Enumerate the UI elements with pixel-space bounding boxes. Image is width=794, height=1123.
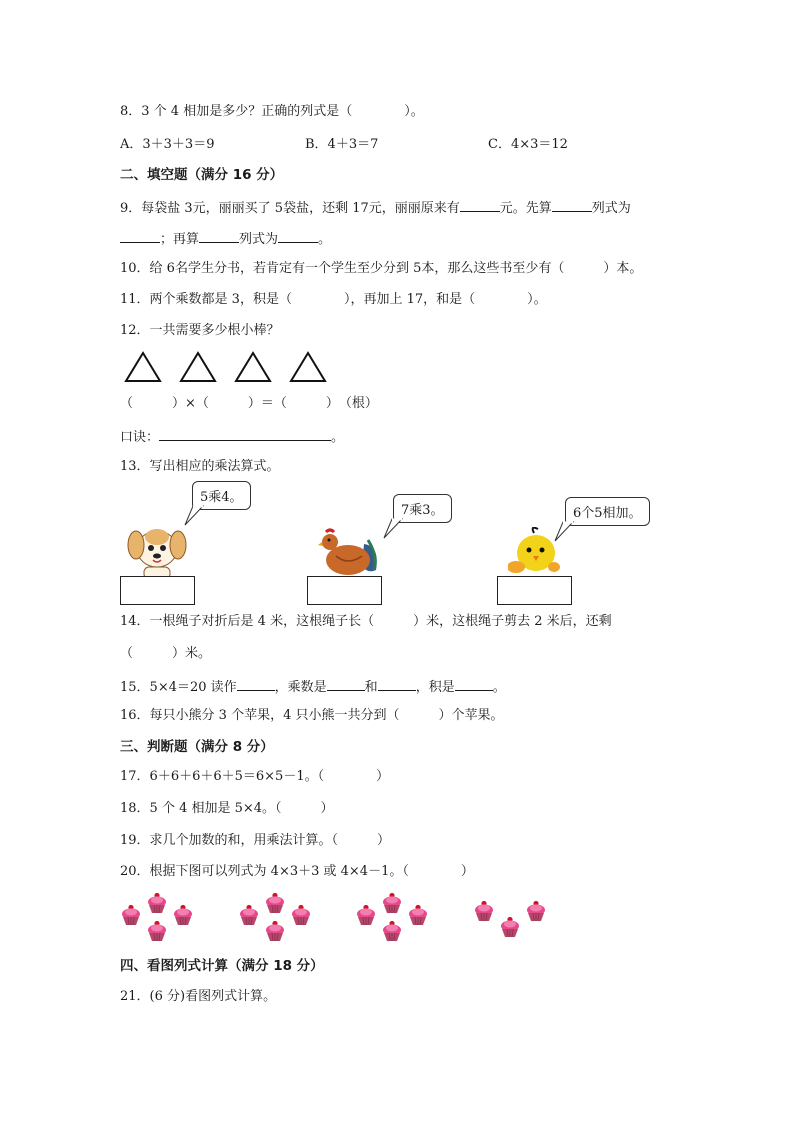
q8-option-a: A．3＋3＋3＝9 <box>120 137 215 152</box>
answer-box-1[interactable] <box>120 576 195 605</box>
q9-text-b: 元。先算 <box>499 201 552 216</box>
cupcake-icon <box>172 904 194 930</box>
question-16: 16．每只小熊分 3 个苹果，4 只小熊一共分到（ ）个苹果。 <box>120 708 504 723</box>
q9-blank-1[interactable] <box>460 199 500 212</box>
cupcake-icon <box>355 904 377 930</box>
question-8: 8．3 个 4 相加是多少？正确的列式是（ ）。 <box>120 104 424 119</box>
question-17: 17．6＋6＋6＋6＋5＝6×5－1。（ ） <box>120 769 390 784</box>
q15-blank-1[interactable] <box>237 678 275 691</box>
section-2-title: 二、填空题（满分 16 分） <box>120 167 284 183</box>
q15-text-d: ，积是 <box>415 680 455 695</box>
section-4-title: 四、看图列式计算（满分 18 分） <box>120 958 324 974</box>
koujue-blank[interactable] <box>159 428 331 441</box>
cupcake-icon <box>146 920 168 946</box>
question-14-line1: 14．一根绳子对折后是 4 米，这根绳子长（ ）米，这根绳子剪去 2 米后，还剩 <box>120 614 612 629</box>
speech-bubble-chick: 6个5相加。 <box>565 497 650 526</box>
question-15 <box>120 678 506 696</box>
cupcake-icon <box>264 920 286 946</box>
bubble-tail <box>183 505 205 527</box>
cupcake-icon <box>120 904 142 930</box>
q9-text-e: 列式为 <box>239 232 279 247</box>
q8-option-c: C．4×3＝12 <box>488 137 568 152</box>
q9-text-a: 9．每袋盐 3元，丽丽买了 5袋盐，还剩 17元，丽丽原来有 <box>120 201 460 216</box>
cupcake-icon <box>290 904 312 930</box>
hen-illustration <box>318 526 380 578</box>
triangle-icon <box>178 350 218 384</box>
q9-text-f: 。 <box>318 232 332 247</box>
cupcake-icon <box>499 916 521 942</box>
question-18: 18．5 个 4 相加是 5×4。（ ） <box>120 801 334 816</box>
question-9-line2 <box>120 230 331 248</box>
question-12: 12．一共需要多少根小棒？ <box>120 323 280 338</box>
question-21: 21．(6 分)看图列式计算。 <box>120 989 277 1004</box>
cupcake-icon <box>264 892 286 918</box>
q9-text-d: ；再算 <box>160 232 200 247</box>
cupcake-group-1 <box>120 892 200 942</box>
q15-text-c: 和 <box>364 680 378 695</box>
cupcake-group-4 <box>473 892 553 942</box>
question-9-line1 <box>120 199 631 217</box>
q8-option-b: B．4＋3＝7 <box>305 137 379 152</box>
q15-text-a: 15．5×4＝20 读作 <box>120 680 237 695</box>
q9-text-c: 列式为 <box>591 201 631 216</box>
speech-bubble-hen: 7乘3。 <box>393 494 452 523</box>
cupcake-icon <box>473 900 495 926</box>
question-10: 10．给 6名学生分书，若肯定有一个学生至少分到 5本，那么这些书至少有（ ）本。 <box>120 261 643 276</box>
q15-blank-2[interactable] <box>327 678 365 691</box>
question-19: 19．求几个加数的和，用乘法计算。（ ） <box>120 833 391 848</box>
koujue-label: 口诀： <box>120 430 160 445</box>
q15-blank-4[interactable] <box>455 678 493 691</box>
cupcake-icon <box>238 904 260 930</box>
q15-text-b: ，乘数是 <box>274 680 327 695</box>
answer-box-2[interactable] <box>307 576 382 605</box>
cupcake-icon <box>146 892 168 918</box>
q9-blank-5[interactable] <box>278 230 318 243</box>
q15-text-e: 。 <box>492 680 506 695</box>
q12-formula: （ ）×（ ）＝（ ） （根） <box>120 396 378 411</box>
cupcake-icon <box>407 904 429 930</box>
q9-blank-3[interactable] <box>120 230 160 243</box>
q12-koujue <box>120 428 344 446</box>
triangle-icon <box>123 350 163 384</box>
triangle-icon <box>288 350 328 384</box>
speech-bubble-dog: 5乘4。 <box>192 481 251 510</box>
question-13: 13．写出相应的乘法算式。 <box>120 459 280 474</box>
question-11: 11．两个乘数都是 3，积是（ ），再加上 17，和是（ ）。 <box>120 292 547 307</box>
cupcake-group-2 <box>238 892 318 942</box>
question-14-line2: （ ）米。 <box>120 646 212 661</box>
q9-blank-2[interactable] <box>552 199 592 212</box>
triangle-icon <box>233 350 273 384</box>
bubble-tail <box>382 518 404 540</box>
cupcake-icon <box>381 892 403 918</box>
bubble-tail <box>553 521 575 543</box>
question-20: 20．根据下图可以列式为 4×3＋3 或 4×4－1。（ ） <box>120 864 474 879</box>
cupcake-group-3 <box>355 892 435 942</box>
dog-illustration <box>124 523 190 579</box>
q9-blank-4[interactable] <box>199 230 239 243</box>
cupcake-icon <box>525 900 547 926</box>
q15-blank-3[interactable] <box>378 678 416 691</box>
cupcake-icon <box>381 920 403 946</box>
section-3-title: 三、判断题（满分 8 分） <box>120 739 274 755</box>
answer-box-3[interactable] <box>497 576 572 605</box>
koujue-end: 。 <box>331 430 345 445</box>
